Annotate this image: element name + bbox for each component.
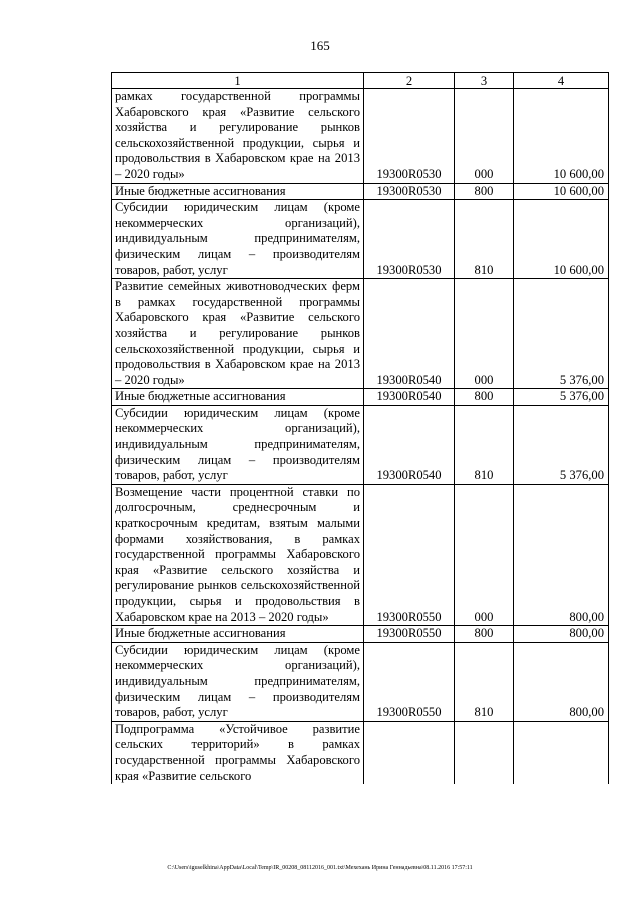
table-row	[112, 484, 609, 625]
table-row	[112, 721, 609, 784]
row-name: Иные бюджетные ассигнования	[112, 389, 364, 406]
row-name: Иные бюджетные ассигнования	[112, 183, 364, 200]
expense-type: 800	[455, 389, 514, 406]
expense-type: 000	[455, 279, 514, 389]
table-row	[112, 89, 609, 184]
row-name: Возмещение части процентной ставки по долгосрочным, среднесрочным и краткосрочным кредитам, взятым малыми формами хозяйствования, в рамках государственной программы Хабаровского края «Развитие сельского хозяйства и регулирование рынков сельскохозяйственной продукции, сырья и продовольствия в Хабаровском крае на 2013 – 2020 годы»	[112, 484, 364, 625]
amount: 800,00	[514, 484, 609, 625]
amount: 10 600,00	[514, 89, 609, 184]
target-code: 19300R0540	[364, 405, 455, 484]
table-row	[112, 183, 609, 200]
amount: 10 600,00	[514, 183, 609, 200]
amount: 10 600,00	[514, 200, 609, 279]
expense-type: 800	[455, 183, 514, 200]
amount: 5 376,00	[514, 405, 609, 484]
row-name: Субсидии юридическим лицам (кроме некоммерческих организаций), индивидуальным предпринимателям, физическим лицам – производителям товаров, работ, услуг	[112, 642, 364, 721]
amount: 5 376,00	[514, 389, 609, 406]
expense-type: 800	[455, 626, 514, 643]
expense-type: 810	[455, 200, 514, 279]
target-code: 19300R0530	[364, 89, 455, 184]
expense-type: 810	[455, 405, 514, 484]
page-number: 165	[310, 38, 330, 53]
target-code	[364, 721, 455, 784]
target-code: 19300R0550	[364, 484, 455, 625]
table-row	[112, 200, 609, 279]
table-row	[112, 642, 609, 721]
table-row	[112, 279, 609, 389]
target-code: 19300R0540	[364, 389, 455, 406]
expense-type: 000	[455, 89, 514, 184]
target-code: 19300R0550	[364, 642, 455, 721]
table-row	[112, 389, 609, 406]
budget-table	[111, 72, 609, 784]
target-code: 19300R0530	[364, 183, 455, 200]
table-row	[112, 405, 609, 484]
column-header: 1	[112, 73, 364, 89]
column-header: 2	[364, 73, 455, 89]
target-code: 19300R0530	[364, 200, 455, 279]
target-code: 19300R0550	[364, 626, 455, 643]
expense-type	[455, 721, 514, 784]
row-name: Иные бюджетные ассигнования	[112, 626, 364, 643]
table-row	[112, 626, 609, 643]
column-header: 4	[514, 73, 609, 89]
column-header: 3	[455, 73, 514, 89]
table-header-row	[112, 73, 609, 89]
row-name: Субсидии юридическим лицам (кроме некоммерческих организаций), индивидуальным предпринимателям, физическим лицам – производителям товаров, работ, услуг	[112, 200, 364, 279]
amount: 5 376,00	[514, 279, 609, 389]
row-name: Субсидии юридическим лицам (кроме некоммерческих организаций), индивидуальным предпринимателям, физическим лицам – производителям товаров, работ, услуг	[112, 405, 364, 484]
document-footer-path: C:\Users\iguselkhina\AppData\Local\Temp\IR_00208_08112016_001.txt\Мехехань Ирина Геннадьевна\08.11.2016 17:57:11	[167, 865, 473, 871]
expense-type: 000	[455, 484, 514, 625]
expense-type: 810	[455, 642, 514, 721]
amount	[514, 721, 609, 784]
row-name: Развитие семейных животноводческих ферм в рамках государственной программы Хабаровского края «Развитие сельского хозяйства и регулирование рынков сельскохозяйственной продукции, сырья и продовольствия в Хабаровском крае на 2013 – 2020 годы»	[112, 279, 364, 389]
amount: 800,00	[514, 642, 609, 721]
amount: 800,00	[514, 626, 609, 643]
row-name: рамках государственной программы Хабаровского края «Развитие сельского хозяйства и регулирование рынков сельскохозяйственной продукции, сырья и продовольствия в Хабаровском крае на 2013 – 2020 годы»	[112, 89, 364, 184]
target-code: 19300R0540	[364, 279, 455, 389]
row-name: Подпрограмма «Устойчивое развитие сельских территорий» в рамках государственной программы Хабаровского края «Развитие сельского	[112, 721, 364, 784]
